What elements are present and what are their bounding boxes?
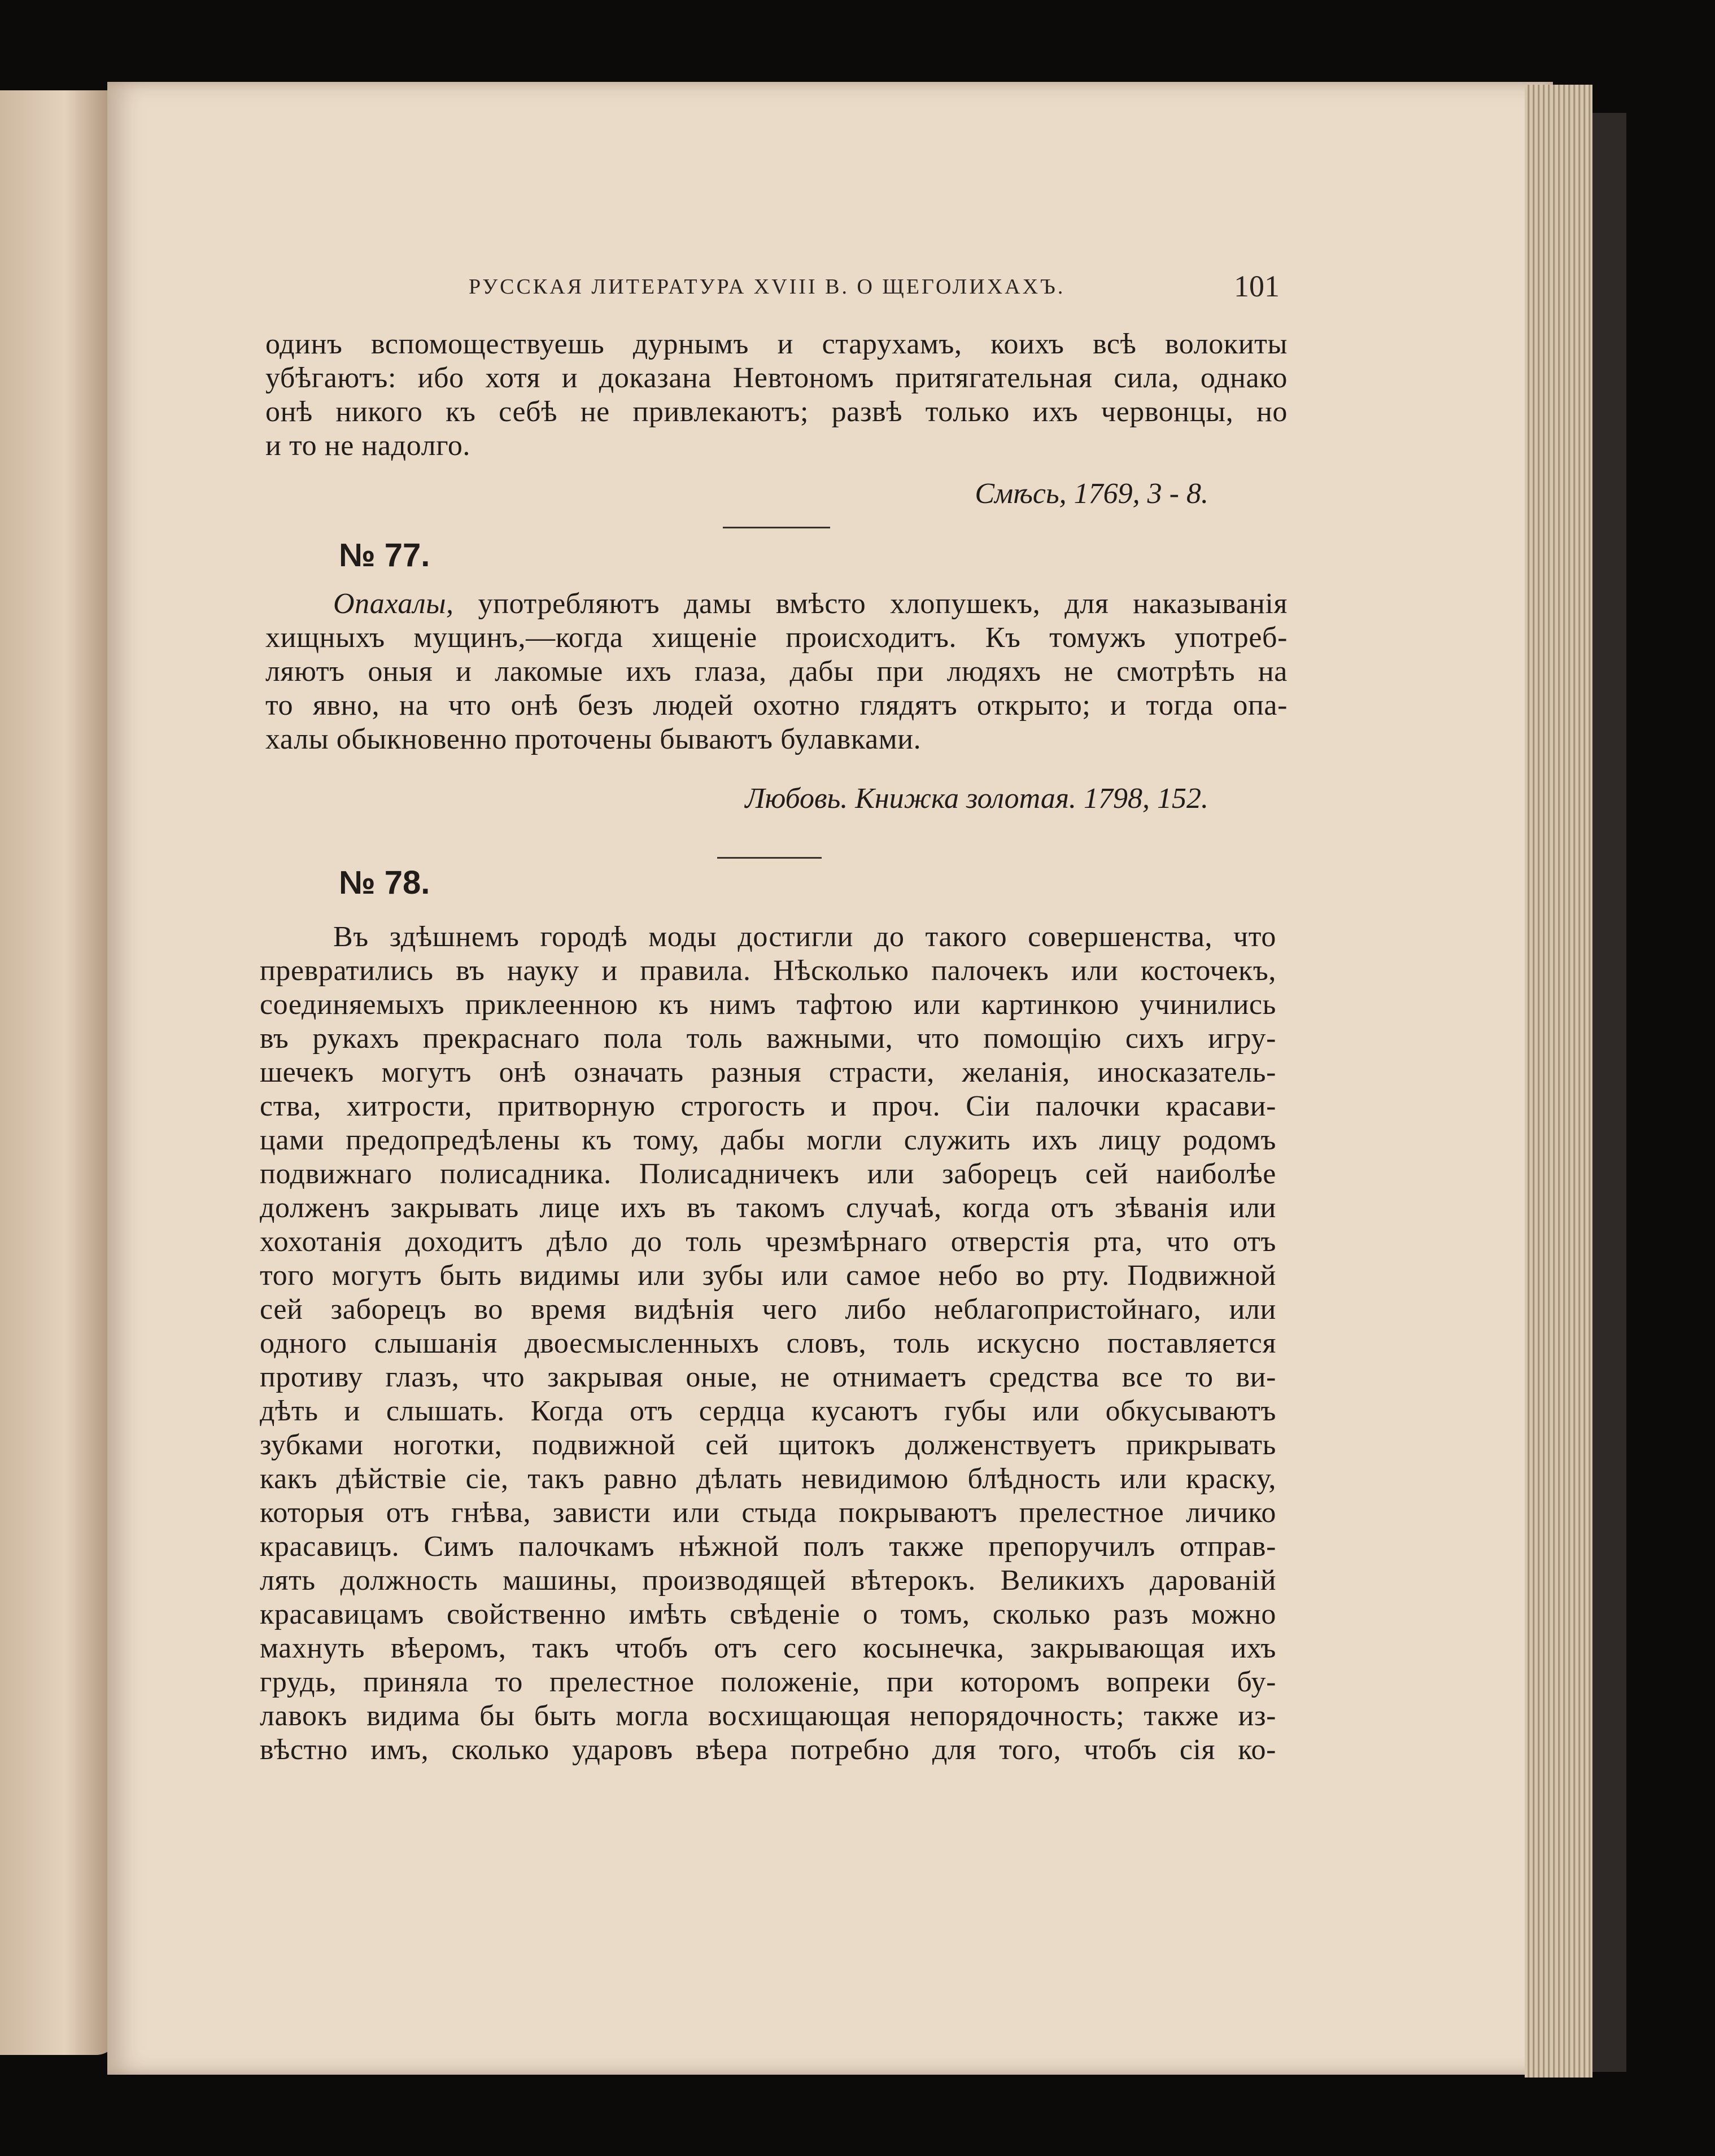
- text-line: хохотанія доходитъ дѣло до толь чрезмѣрнаго отверстія рта, что отъ: [260, 1226, 1276, 1258]
- text-line: красавицъ. Симъ палочкамъ нѣжной полъ также препоручилъ отправ-: [260, 1530, 1276, 1563]
- text-line: лять должность машины, производящей вѣтерокъ. Великихъ дарованій: [260, 1564, 1276, 1597]
- text-line: шечекъ могутъ онѣ означать разныя страсти, желанія, иносказатель-: [260, 1056, 1276, 1088]
- text-line: хищныхъ мущинъ,—когда хищеніе происходитъ. Къ томужъ употреб-: [265, 622, 1288, 654]
- text-line: ства, хитрости, притворную строгость и проч. Сіи палочки красави-: [260, 1090, 1276, 1122]
- text-line: дѣть и слышать. Когда отъ сердца кусаютъ губы или обкусываютъ: [260, 1395, 1276, 1427]
- text-line: вѣстно имъ, сколько ударовъ вѣера потребно для того, чтобъ сія ко-: [260, 1734, 1276, 1766]
- text-run: употребляютъ дамы вмѣсто хлопушекъ, для наказыванія: [453, 588, 1288, 620]
- text-line: убѣгаютъ: ибо хотя и доказана Невтономъ притягательная сила, однако: [265, 362, 1288, 394]
- text-line: махнуть вѣеромъ, такъ чтобъ отъ сего косынечка, закрывающая ихъ: [260, 1632, 1276, 1664]
- text-line: того могутъ быть видимы или зубы или самое небо во рту. Подвижной: [260, 1260, 1276, 1292]
- text-line: зубками ноготки, подвижной сей щитокъ долженствуетъ прикрывать: [260, 1429, 1276, 1461]
- page-number: 101: [1234, 269, 1280, 303]
- text-line: цами предопредѣлены къ тому, дабы могли служить ихъ лицу родомъ: [260, 1124, 1276, 1156]
- text-line: ляютъ оныя и лакомые ихъ глаза, дабы при людяхъ не смотрѣть на: [265, 655, 1288, 688]
- text-line: [333, 587, 1288, 620]
- source-citation: Любовь. Книжка золотая. 1798, 152.: [745, 782, 1208, 815]
- text-line: превратились въ науку и правила. Нѣсколько палочекъ или косточекъ,: [260, 955, 1276, 987]
- left-page-edge: [0, 90, 119, 2055]
- text-line: которыя отъ гнѣва, зависти или стыда покрываютъ прелестное личико: [260, 1497, 1276, 1529]
- running-head: РУССКАЯ ЛИТЕРАТУРА XVIII В. О ЩЕГОЛИХАХЪ.: [469, 275, 1066, 299]
- entry-number-77: № 77.: [339, 537, 430, 574]
- separator-rule: [717, 857, 822, 859]
- text-line: Въ здѣшнемъ городѣ моды достигли до такого совершенства, что: [333, 921, 1276, 953]
- text-line: одинъ вспомоществуешь дурнымъ и старухамъ, коихъ всѣ волокиты: [265, 328, 1288, 360]
- text-line: красавицамъ свойственно имѣть свѣденіе о томъ, сколько разъ можно: [260, 1598, 1276, 1630]
- entry-number-78: № 78.: [339, 864, 430, 901]
- text-line: противу глазъ, что закрывая оные, не отнимаетъ средства все то ви-: [260, 1361, 1276, 1393]
- source-citation: Смѣсь, 1769, 3 - 8.: [975, 478, 1208, 510]
- text-line: сей заборецъ во время видѣнія чего либо неблагопристойнаго, или: [260, 1293, 1276, 1326]
- text-line: одного слышанія двоесмысленныхъ словъ, толь искусно поставляется: [260, 1327, 1276, 1359]
- text-line: лавокъ видима бы быть могла восхищающая непорядочность; также из-: [260, 1700, 1276, 1732]
- text-line: грудь, приняла то прелестное положеніе, при которомъ вопреки бу-: [260, 1666, 1276, 1698]
- book-cover-edge: [1592, 113, 1626, 2072]
- emphasized-word: Опахалы,: [333, 588, 454, 620]
- text-line: онѣ никого къ себѣ не привлекаютъ; развѣ только ихъ червонцы, но: [265, 396, 1288, 428]
- text-line: и то не надолго.: [265, 430, 471, 462]
- separator-rule: [723, 527, 830, 528]
- text-line: то явно, на что онѣ безъ людей охотно глядятъ открыто; и тогда опа-: [265, 689, 1288, 721]
- text-line: соединяемыхъ приклеенною къ нимъ тафтою или картинкою учинились: [260, 989, 1276, 1021]
- page-edges: [1525, 85, 1592, 2078]
- text-line: подвижнаго полисадника. Полисадничекъ или заборецъ сей наиболѣе: [260, 1158, 1276, 1190]
- text-line: въ рукахъ прекраснаго пола толь важными, что помощію сихъ игру-: [260, 1022, 1276, 1055]
- text-line: халы обыкновенно проточены бываютъ булавками.: [265, 723, 922, 755]
- text-line: долженъ закрывать лице ихъ въ такомъ случаѣ, когда отъ зѣванія или: [260, 1192, 1276, 1224]
- text-line: какъ дѣйствіе сіе, такъ равно дѣлать невидимою блѣдность или краску,: [260, 1463, 1276, 1495]
